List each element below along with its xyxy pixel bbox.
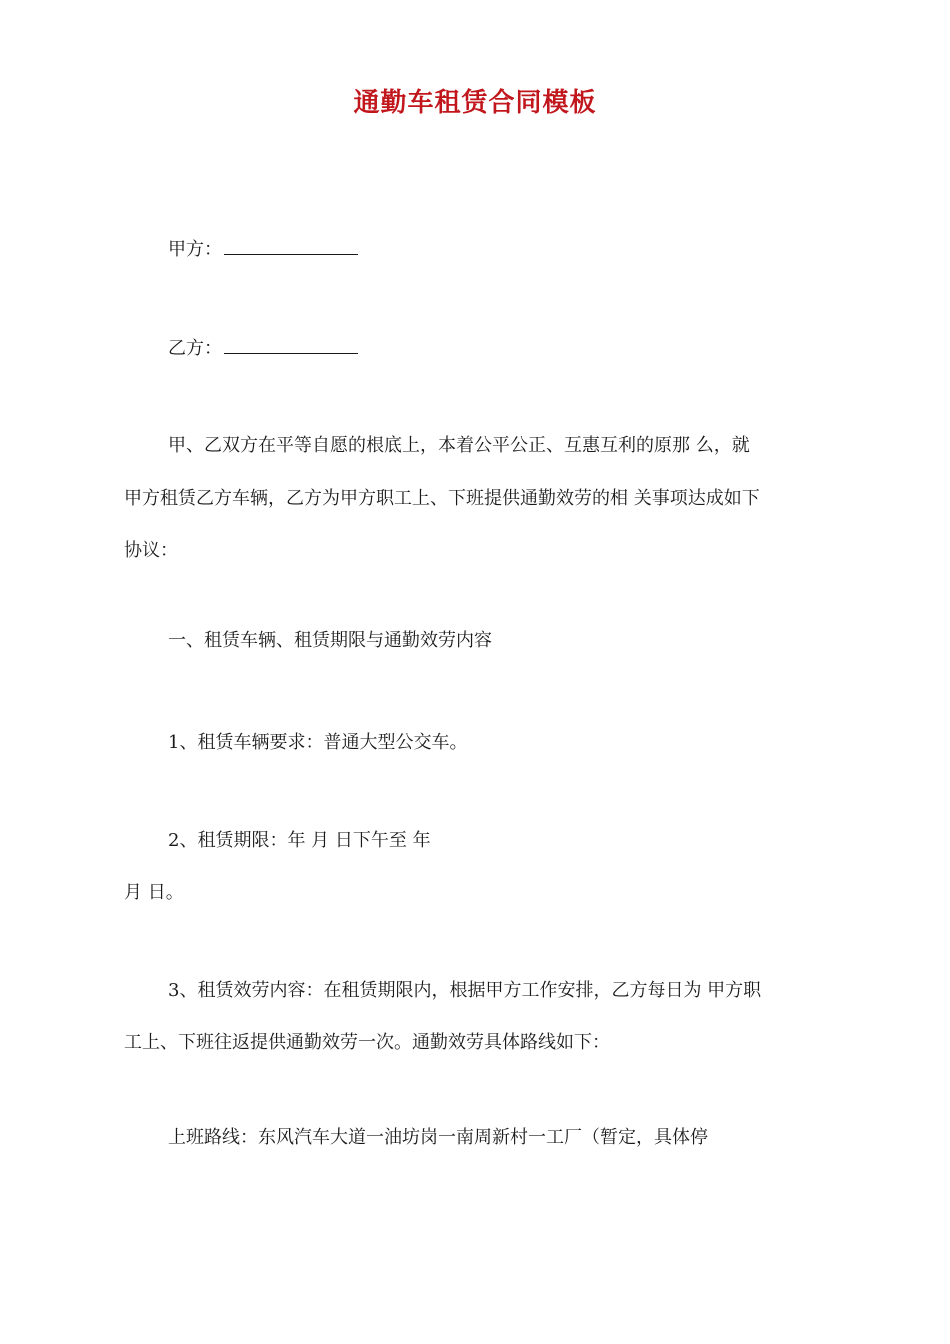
section-1-heading: 一、租赁车辆、租赁期限与通勤效劳内容 [168,630,492,651]
item-2-line-2: 月 日。 [124,882,184,903]
preamble-line-3: 协议： [124,540,178,561]
party-a-label: 甲方： [168,239,222,260]
preamble-line-2: 甲方租赁乙方车辆，乙方为甲方职工上、下班提供通勤效劳的相 关事项达成如下 [124,488,760,509]
item-3-line-2: 工上、下班往返提供通勤效劳一次。通勤效劳具体路线如下： [124,1032,610,1053]
party-b-blank[interactable] [224,339,358,354]
item-2-line-1: 2、租赁期限：年 月 日下午至 年 [168,830,431,851]
party-b-line [124,339,884,359]
preamble-line-1: 甲、乙双方在平等自愿的根底上，本着公平公正、互惠互利的原那 么，就 [168,435,750,456]
route-morning: 上班路线：东风汽车大道一油坊岗一南周新村一工厂（暂定，具体停 [168,1127,708,1148]
item-1: 1、租赁车辆要求：普通大型公交车。 [168,732,468,753]
party-a-line [124,240,884,260]
party-b-label: 乙方： [168,338,222,359]
party-a-blank[interactable] [224,240,358,255]
document-title: 通勤车租赁合同模板 [353,88,597,118]
item-3-line-1: 3、租赁效劳内容：在租赁期限内，根据甲方工作安排，乙方每日为 甲方职 [168,980,762,1001]
